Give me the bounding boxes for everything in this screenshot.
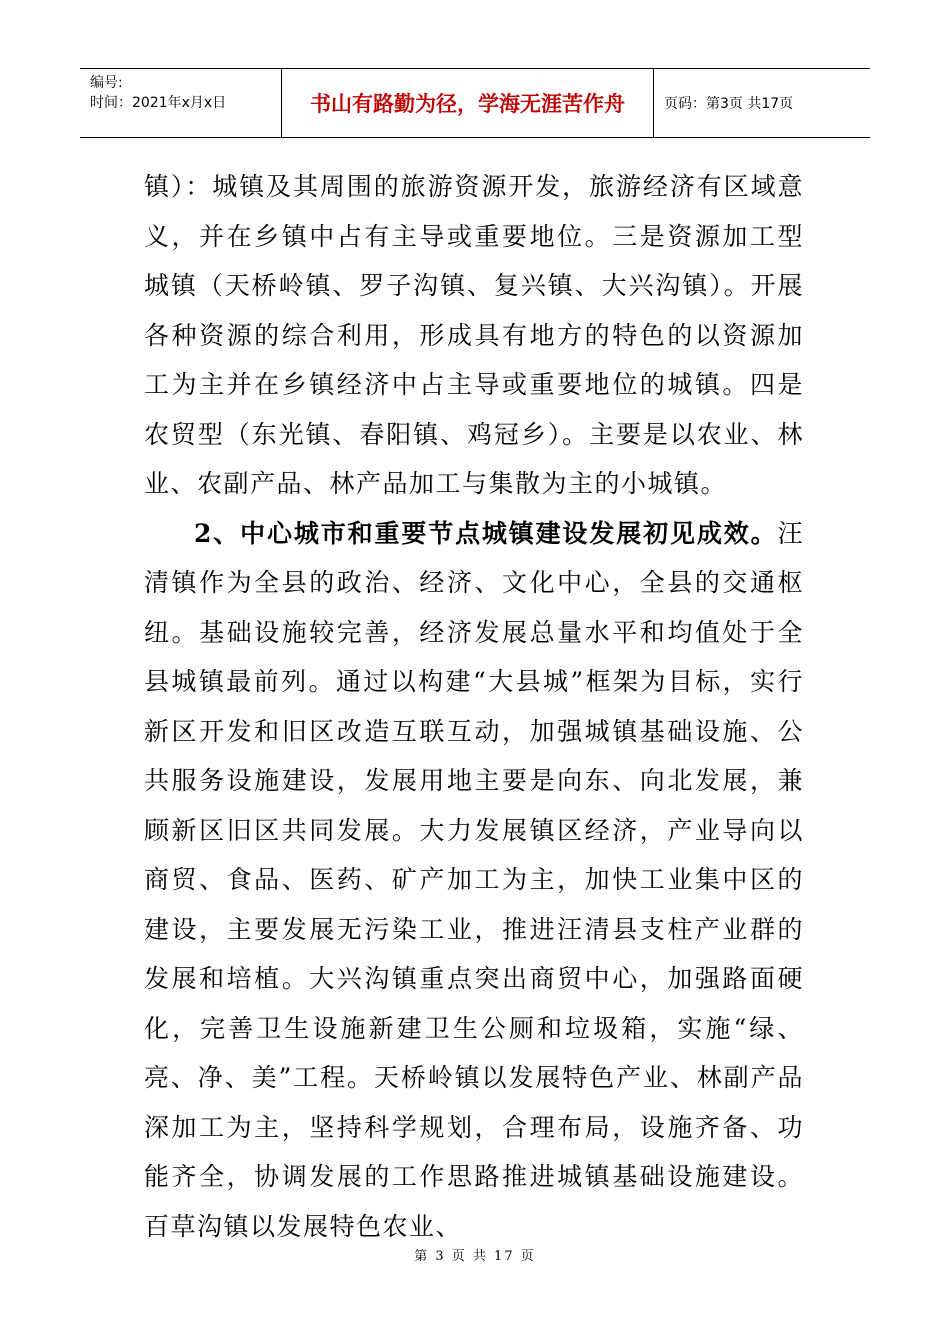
- document-body: [144, 162, 804, 1251]
- document-time-label: 时间：2021年x月x日: [90, 95, 227, 111]
- body-paragraph-2: [144, 509, 804, 1252]
- paragraph-heading: 2、中心城市和重要节点城镇建设发展初见成效。: [194, 518, 778, 548]
- header-page-info: 页码：第3页 共17页: [664, 96, 794, 112]
- page-footer: 第 3 页 共 17 页: [414, 1249, 536, 1264]
- document-number-label: 编号:: [90, 75, 123, 91]
- paragraph-text: 汪清镇作为全县的政治、经济、文化中心，全县的交通枢纽。基础设施较完善，经济发展总量水平和均值处于全县城镇最前列。通过以构建“大县城”框架为目标，实行新区开发和旧区改造互联互动，加强城镇基础设施、公共服务设施建设，发展用地主要是向东、向北发展，兼顾新区旧区共同发展。大力发展镇区经济，产业导向以商贸、食品、医药、矿产加工为主，加快工业集中区的建设，主要发展无污染工业，推进汪清县支柱产业群的发展和培植。大兴沟镇重点突出商贸中心，加强路面硬化，完善卫生设施新建卫生公厕和垃圾箱，实施“绿、亮、净、美”工程。天桥岭镇以发展特色产业、林副产品深加工为主，坚持科学规划，合理布局，设施齐备、功能齐全，协调发展的工作思路推进城镇基础设施建设。百草沟镇以发展特色农业、: [144, 518, 804, 1241]
- page-header: [80, 68, 870, 138]
- body-paragraph-1: 镇）：城镇及其周围的旅游资源开发，旅游经济有区域意义，并在乡镇中占有主导或重要地位。三是资源加工型城镇（天桥岭镇、罗子沟镇、复兴镇、大兴沟镇）。开展各种资源的综合利用，形成具有地方的特色的以资源加工为主并在乡镇经济中占主导或重要地位的城镇。四是农贸型（东光镇、春阳镇、鸡冠乡）。主要是以农业、林业、农副产品、林产品加工与集散为主的小城镇。: [144, 172, 804, 498]
- header-meta: [80, 69, 282, 137]
- header-motto: 书山有路勤为径，学海无涯苦作舟: [282, 69, 654, 137]
